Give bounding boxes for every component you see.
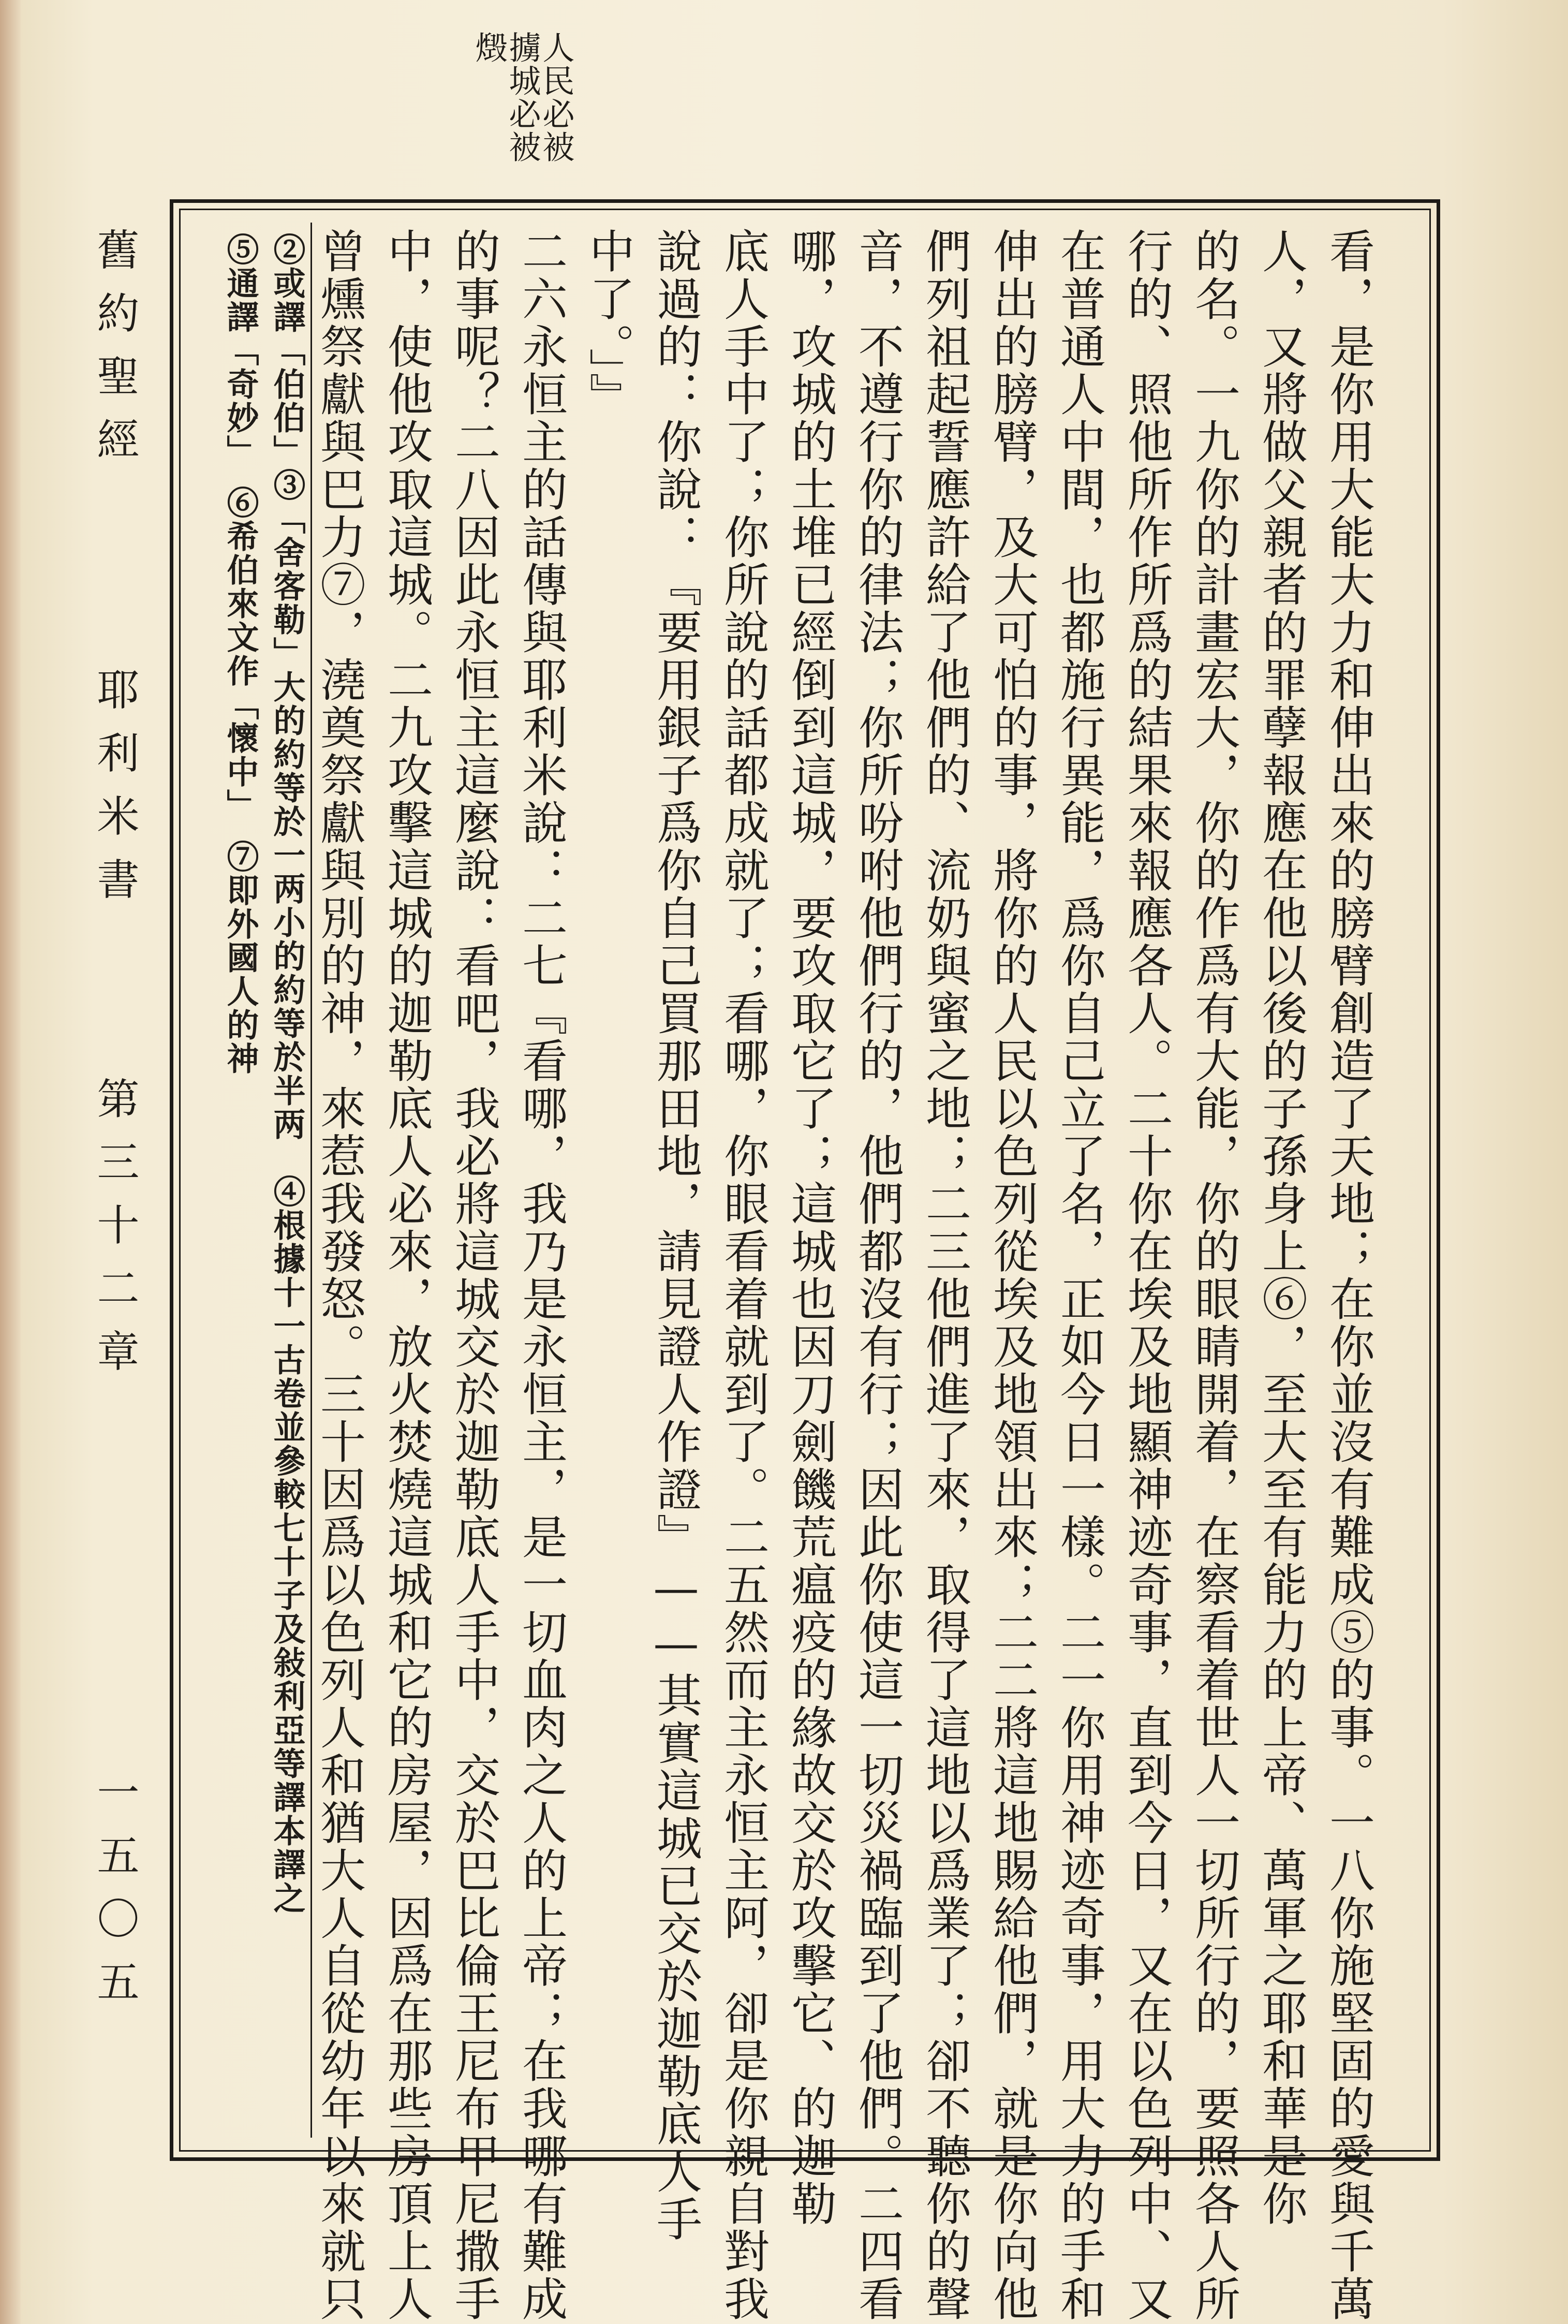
margin-note-line-1: 人民必被 xyxy=(537,31,575,164)
body-column-15: 中，使他攻取這城。二九攻擊這城的迦勒底人必來，放火焚燒這城和它的房屋，因爲在那些房頂上人 xyxy=(380,228,434,2323)
margin-note-line-3: 燬 xyxy=(470,31,508,64)
body-column-2: 人，又將做父親者的罪孽報應在他以後的子孫身上⑥，至大至有能力的上帝、萬軍之耶和華是你 xyxy=(1255,228,1308,2228)
body-column-3: 的名。一九你的計畫宏大，你的作爲有大能，你的眼睛開着，在察看着世人一切所行的，要照各人所 xyxy=(1188,228,1241,2323)
running-header-chapter: 第三十二章 xyxy=(90,1077,139,1392)
body-column-4: 行的、照他所作所爲的結果來報應各人。二十你在埃及地顯神迹奇事，直到今日，又在以色列中、又 xyxy=(1120,228,1174,2323)
footnote-divider xyxy=(310,223,312,2138)
body-column-14: 的事呢？二八因此永恒主這麼說：看吧，我必將這城交於迦勒底人手中，交於巴比倫王尼布甲尼撒手 xyxy=(448,228,501,2323)
body-column-1: 看，是你用大能大力和伸出來的膀臂創造了天地；在你並沒有難成⑤的事。一八你施堅固的愛與千萬 xyxy=(1322,228,1375,2323)
body-column-16: 曾燻祭獻與巴力⑦，澆奠祭獻與別的神，來惹我發怒。三十因爲以色列人和猶大人自從幼年以來就只 xyxy=(313,228,366,2323)
running-header-book: 舊約聖經 xyxy=(90,228,139,480)
running-header-title: 耶利米書 xyxy=(90,668,139,920)
body-column-6: 伸出的膀臂，及大可怕的事，將你的人民以色列從埃及地領出來；二二將這地賜給他們，就是你向他 xyxy=(986,228,1039,2323)
body-column-5: 在普通人中間，也都施行異能，爲你自己立了名，正如今日一樣。二一你用神迹奇事，用大力的手和 xyxy=(1053,228,1106,2323)
page-left-edge xyxy=(0,0,21,2324)
body-column-10: 底人手中了；你所說的話都成就了；看哪，你眼看着就到了。二五然而主永恒主阿，卻是你親自對我 xyxy=(717,228,770,2323)
body-column-8: 音，不遵行你的律法；你所吩咐他們行的，他們都沒有行；因此你使這一切災禍臨到了他們。二四看 xyxy=(851,228,905,2323)
body-column-13: 二六永恒主的話傳與耶利米說：二七『看哪，我乃是永恒主，是一切血肉之人的上帝；在我哪有難成 xyxy=(515,228,568,2323)
body-column-11: 說過的：你說：『要用銀子爲你自己買那田地，請見證人作證』——其實這城已交於迦勒底人手 xyxy=(649,228,703,2243)
body-column-9: 哪，攻城的土堆已經倒到這城，要攻取它了；這城也因刀劍饑荒瘟疫的緣故交於攻擊它、的迦勒 xyxy=(784,228,837,2228)
footnote-column-1: ②或譯「伯伯」③「舍客勒」大的約等於一两小的約等於半两 ④根據十一古卷並參較七十子及敍利亞等譯本譯之 xyxy=(268,233,306,1915)
margin-note-line-2: 擄城必被 xyxy=(504,31,541,164)
body-column-7: 們列祖起誓應許給了他們的、流奶與蜜之地；二三他們進了來，取得了這地以爲業了；卻不聽你的聲 xyxy=(919,228,972,2323)
body-column-12: 中了。」』 xyxy=(582,228,635,420)
page-number: 一五〇五 xyxy=(90,1770,139,2023)
footnote-column-2: ⑤通譯「奇妙」 ⑥希伯來文作「懷中」 ⑦即外國人的神 xyxy=(221,233,259,1076)
